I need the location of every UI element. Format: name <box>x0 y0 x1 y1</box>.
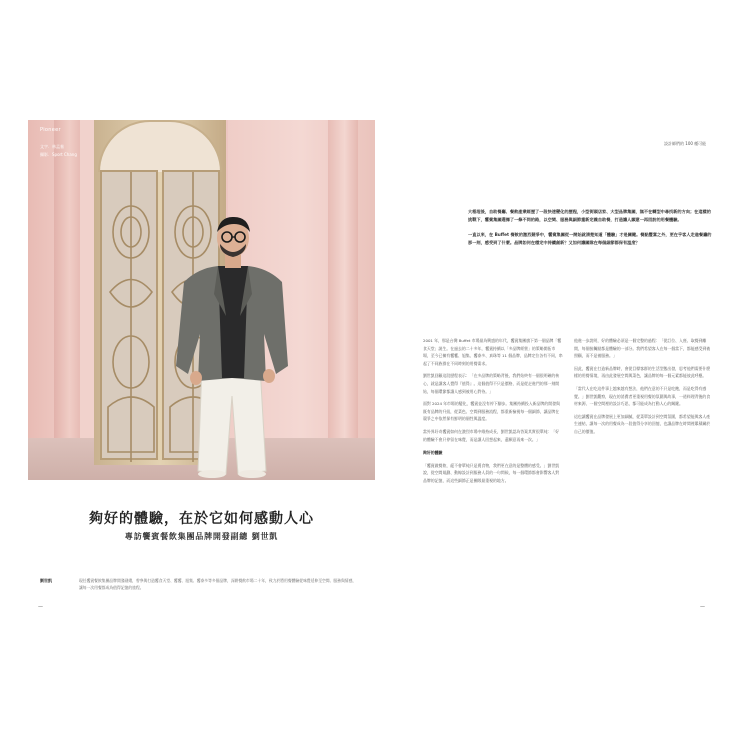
body-paragraph: 當外界好奇饗賓如何在激烈市場中維持成長，劉世凱認為答案其實很單純：「好的體驗不會只停留在味覺，而是讓人回想起來，還願意再來一次。」 <box>423 428 560 442</box>
section-label: Pioneer <box>40 127 61 133</box>
body-paragraph: 劉世凱回顧這段歷程表示：「在多品牌的策略背後，我們始終有一個很明確的核心，就是讓客人覺得『值得』。這個值得不只是價格，而是從走進門的那一刻開始，每個環節都讓人感到被用心對待。」 <box>423 373 560 394</box>
body-paragraph: 2001 年，那是台灣 Buffet 市場最為興盛的年代，饗賓集團旗下第一個品牌「饗食天堂」誕生。在過去的二十多年，饗賓持續以「多品牌經營」的策略開拓市場，至今已擁有饗饗、旭集、饗泰多、真珠等 11 個品牌，品牌定位各有不同，串起了不同族群在不同時刻的用餐需求。 <box>423 338 563 366</box>
body-column-1 <box>423 337 563 490</box>
intro-paragraphs <box>468 208 712 253</box>
photo-pillar-left <box>54 120 80 480</box>
photo-pillar-right <box>328 120 358 480</box>
body-paragraph: 「饗賓做餐飲，絕不會單純只是賣食物，我們更在意的是整體的感受。」劉世凱說，從空間規劃、動線設計到服務人員的一句問候，每一個環節都會影響客人對品牌的記憶，而這些細節正是團隊最重視的地方。 <box>423 462 560 483</box>
running-header: 設計師們的 100 種可能 <box>664 141 707 146</box>
article-headline: 夠好的體驗，在於它如何感動人心 <box>89 511 314 527</box>
credit-photographer: 攝影．Sport Chang <box>40 152 77 157</box>
article-subhead: 專訪饗賓餐飲集團品牌開發副總 劉世凱 <box>124 532 279 541</box>
credits <box>40 143 77 159</box>
body-column-2 <box>574 337 714 441</box>
credit-writer: 文字．林孟蓁 <box>40 144 64 149</box>
intro-paragraph: 一直以來，在 Buffet 餐飲的激烈競爭中，饗賓集團從一開始就清楚知道「體驗」才是關鍵。餐點豐富之外，更在乎客人走進餐廳的那一刻，感受到了什麼。品牌如何在穩定中持續創新？又如何讓團隊在每個細節都保有溫度？ <box>468 231 712 245</box>
body-paragraph: 因此，饗賓在打造新品牌時，會從目標客群的生活型態出發，思考他們需要什麼樣的用餐情境，再由此發展空間與菜色，讓品牌的每一個元素都能彼此呼應。 <box>574 365 711 379</box>
body-paragraph: 面對 2024 年市場的變化，饗賓並沒有停下腳步。集團持續投入新品牌的開發與既有品牌的升級，從菜色、空間到服務流程，都重新檢視每一個細節，讓品牌在競爭之中依然保有鮮明的個性與溫度。 <box>423 401 560 422</box>
author-bio: 現任饗賓餐飲集團品牌開發副總，曾參與打造饗食天堂、饗饗、旭集、饗泰多等多個品牌，深耕餐飲市場二十年，致力於將用餐體驗從味覺延伸至空間、服務與情感，讓每一次用餐都成為值得記憶的旅程。 <box>79 578 357 590</box>
body-paragraph: 他進一步說明，好的體驗必須是一個完整的過程：「從訂位、入座、取餐到離開，每個接觸點都是體驗的一部分。我們希望客人在每一個當下，都能感受到被照顧，而不是被服務。」 <box>574 338 711 359</box>
body-paragraph: 這也讓饗賓在品牌發展上更加細膩，從菜單設計到空間氛圍，都希望能與客人產生連結，讓每一次的用餐成為一段值得分享的回憶，也讓品牌在時間裡累積屬於自己的價值。 <box>574 413 711 434</box>
author-label: 劉世凱 <box>40 578 52 583</box>
intro-paragraph: 大稻埕後，自助餐廳、餐飲產業經歷了一段快速變化的歷程，小型街頭店家、大型品牌集團，無不在轉型中尋找新的方向；在這樣的挑戰下，饗賓集團選擇了一條不同的路，以空間、服務與細節重新定義自助餐，打造讓人願意一再回訪的用餐體驗。 <box>468 209 711 223</box>
body-paragraph: 「當代人在吃這件事上越來越有想法，他們在意的不只是吃飽，而是吃得有感覺。」劉世凱觀察，現在的消費者更重視用餐的氛圍與故事，一道料理背後的食材來源、一個空間裡的設計巧思，都可能成為打動人心的關鍵。 <box>574 385 711 407</box>
page-mark-left: — <box>38 604 43 610</box>
section-heading: 夠好的體驗 <box>423 450 443 456</box>
elevator-door-left <box>100 170 158 460</box>
page-mark-right: — <box>700 604 705 610</box>
portrait-photo <box>28 120 375 480</box>
person-figure <box>168 216 298 480</box>
